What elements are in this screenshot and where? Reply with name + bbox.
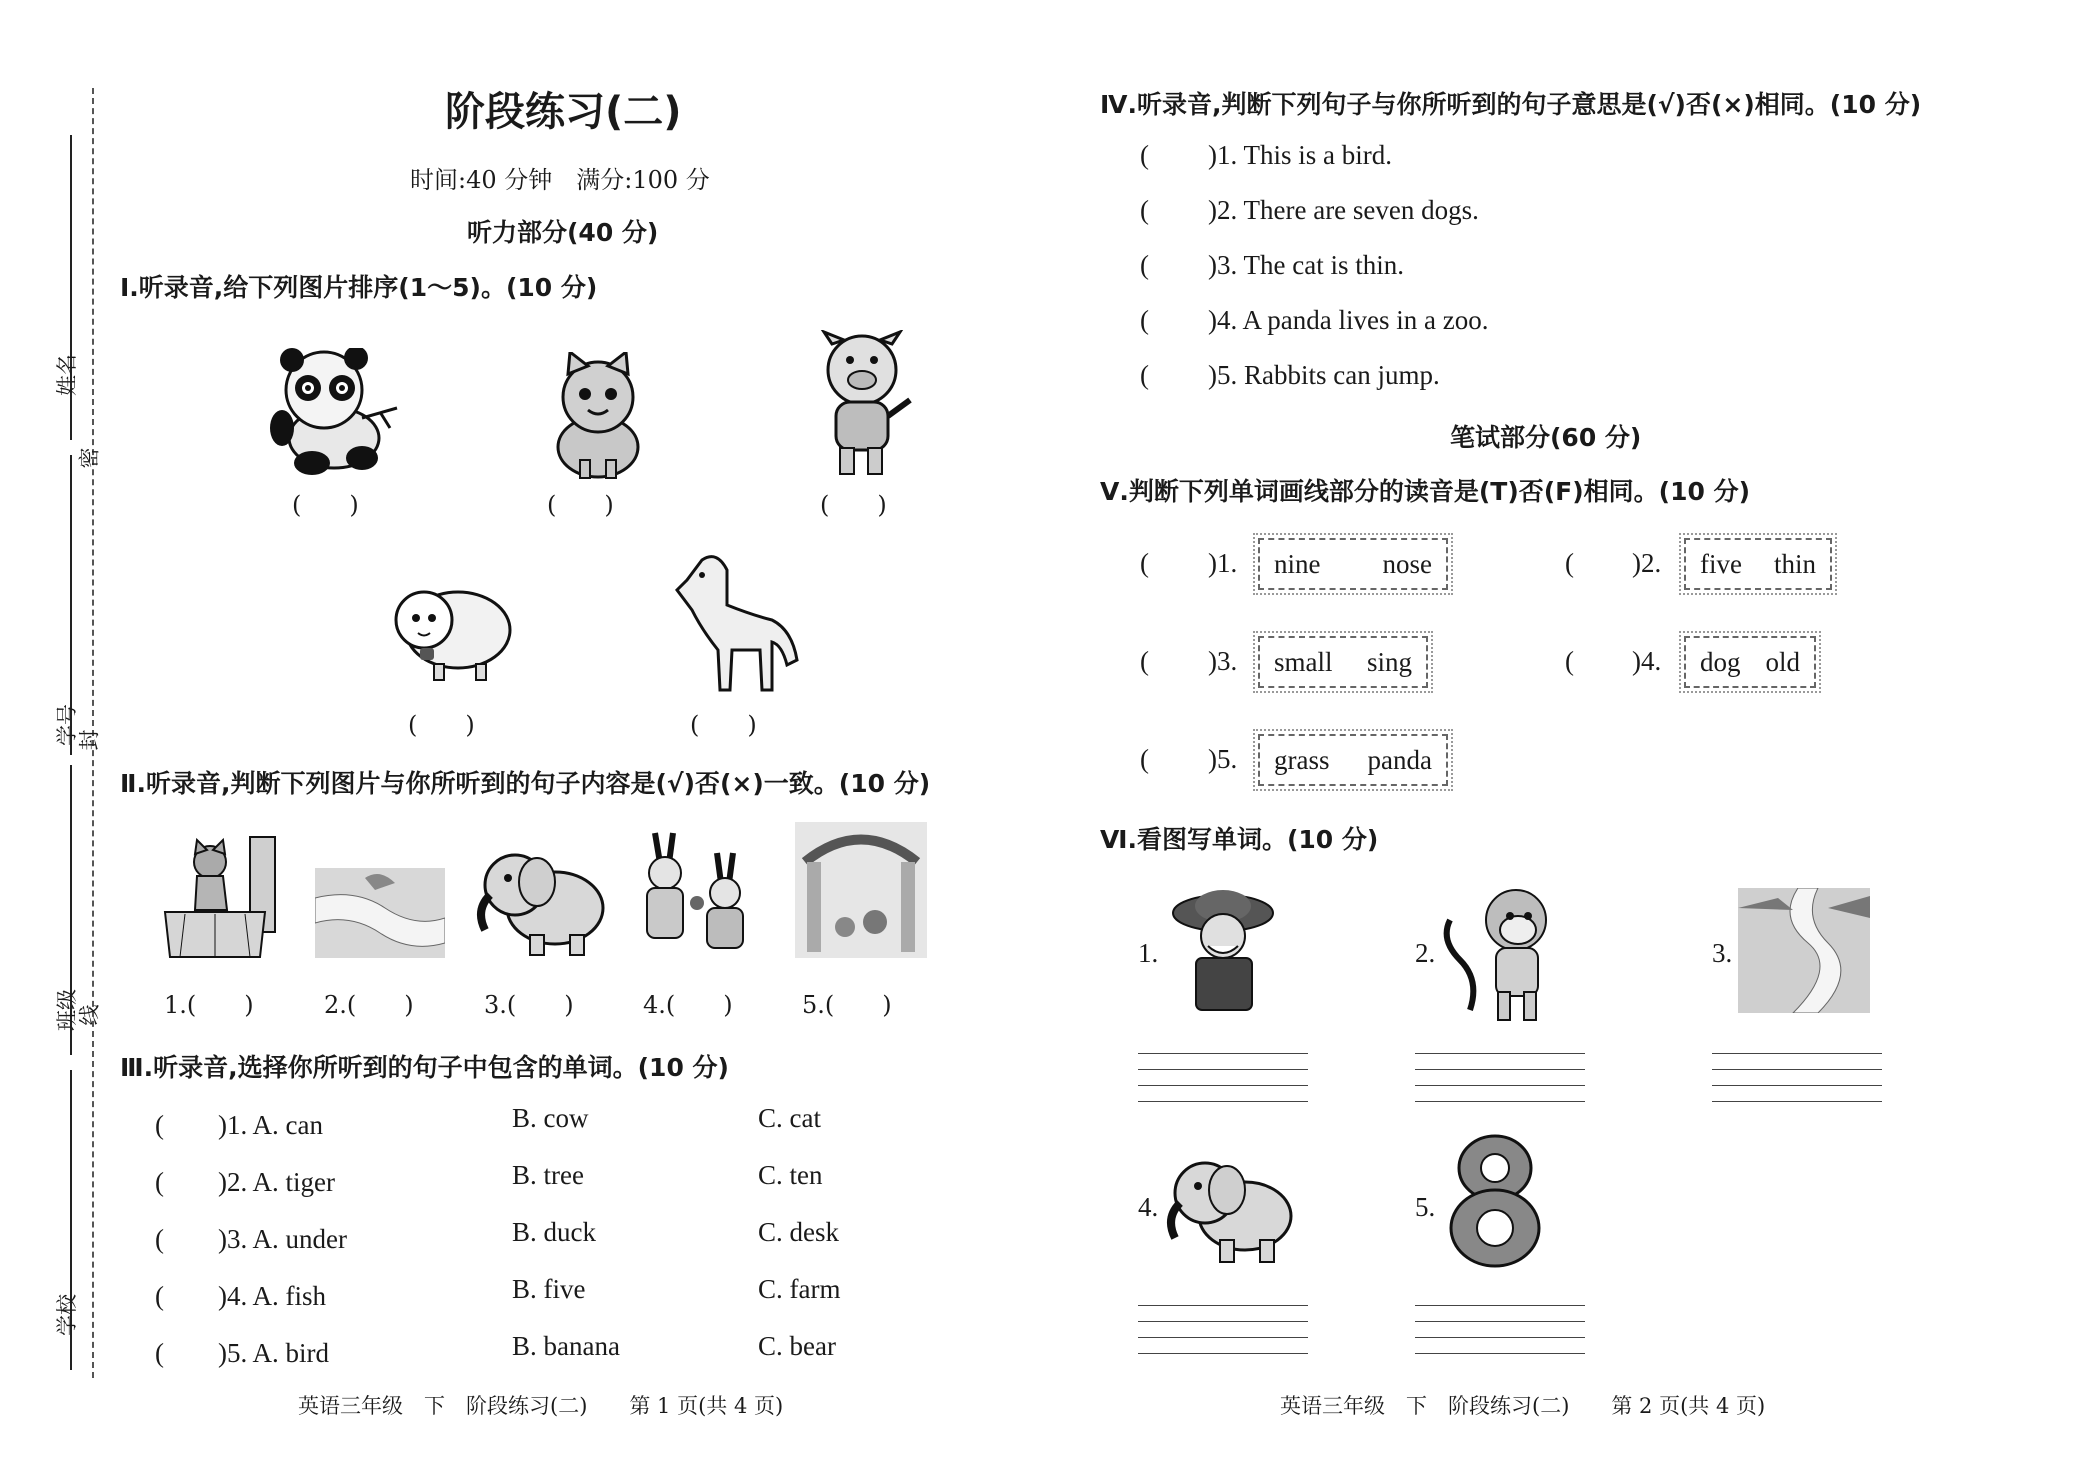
horse-icon	[672, 550, 807, 700]
sec5-word-2a: five	[1700, 548, 1742, 579]
sec6-write-lines-1[interactable]	[1138, 1053, 1308, 1103]
exam-info: 时间:40 分钟 满分:100 分	[410, 166, 710, 194]
sec2-answer-2[interactable]: 2.( )	[324, 991, 414, 1019]
binding-line-label: 线	[77, 1004, 102, 1026]
sec6-write-lines-5[interactable]	[1415, 1305, 1585, 1355]
sec5-word-5a: grass	[1274, 744, 1330, 775]
section-5-title: Ⅴ.判断下列单词画线部分的读音是(T)否(F)相同。(10 分)	[1100, 477, 1751, 506]
sec6-write-lines-2[interactable]	[1415, 1053, 1585, 1103]
sec3-q5[interactable]: ( )5. A. bird	[155, 1338, 329, 1368]
written-header: 笔试部分(60 分)	[1450, 423, 1642, 452]
sec3-q5-b: B. banana	[512, 1331, 620, 1361]
sec5-wordbox-2	[1684, 538, 1832, 590]
sec5-word-3b: sing	[1366, 646, 1412, 677]
sec5-paren-3[interactable]: (	[1140, 646, 1149, 676]
binding-seal-label: 密	[77, 447, 102, 469]
sec5-word-4a: dog	[1700, 646, 1741, 677]
sec5-paren-2[interactable]: (	[1565, 548, 1574, 578]
sec5-paren-5[interactable]: (	[1140, 744, 1149, 774]
sec5-wordbox-3	[1258, 636, 1428, 688]
sec6-num-3: 3.	[1712, 938, 1733, 968]
sec2-answer-1[interactable]: 1.( )	[164, 991, 254, 1019]
panda-icon	[262, 348, 407, 478]
cat-on-chair-icon	[155, 832, 285, 962]
sec3-q5-c: C. bear	[758, 1331, 836, 1361]
section-4-title: Ⅳ.听录音,判断下列句子与你所听到的句子意思是(√)否(×)相同。(10 分)	[1100, 90, 1922, 119]
binding-class-label: 班级	[55, 989, 79, 1031]
page-footer-2: 英语三年级 下 阶段练习(二) 第 2 页(共 4 页)	[1280, 1394, 1766, 1418]
sec5-wordbox-5	[1258, 734, 1448, 786]
section-1-title: Ⅰ.听录音,给下列图片排序(1～5)。(10 分)	[120, 273, 598, 302]
monkey-icon	[1440, 880, 1570, 1025]
sec3-q2-b: B. tree	[512, 1160, 584, 1190]
page-title: 阶段练习(二)	[445, 89, 682, 135]
sec4-q3: )3. The cat is thin.	[1208, 250, 1404, 280]
cat-icon	[540, 352, 655, 480]
elephant-icon	[475, 840, 610, 958]
listening-header: 听力部分(40 分)	[467, 218, 659, 247]
sec3-q3[interactable]: ( )3. A. under	[155, 1224, 347, 1254]
sec5-num-5: )5.	[1208, 744, 1238, 774]
sec3-q1-b: B. cow	[512, 1103, 589, 1133]
sec3-q1[interactable]: ( )1. A. can	[155, 1110, 323, 1140]
zoo-icon	[795, 822, 927, 958]
sec5-num-2: )2.	[1632, 548, 1662, 578]
sec5-word-4b: old	[1765, 646, 1800, 677]
sheep-icon	[390, 578, 515, 683]
sec4-q5: )5. Rabbits can jump.	[1208, 360, 1440, 390]
sec5-word-5b: panda	[1367, 744, 1432, 775]
sec4-q1: )1. This is a bird.	[1208, 140, 1392, 170]
sec3-q1-c: C. cat	[758, 1103, 821, 1133]
rabbits-icon	[635, 828, 755, 958]
section-6-title: Ⅵ.看图写单词。(10 分)	[1100, 825, 1379, 854]
sec5-num-1: )1.	[1208, 548, 1238, 578]
sec5-word-1a: nine	[1274, 548, 1321, 579]
section-3-title: Ⅲ.听录音,选择你所听到的句子中包含的单词。(10 分)	[120, 1053, 729, 1082]
sec6-num-5: 5.	[1415, 1192, 1436, 1222]
grandpa-icon	[1168, 888, 1283, 1013]
sec3-q3-b: B. duck	[512, 1217, 596, 1247]
sec4-paren-4[interactable]: (	[1140, 305, 1149, 335]
sec6-write-lines-3[interactable]	[1712, 1053, 1882, 1103]
section-2-title: Ⅱ.听录音,判断下列图片与你所听到的句子内容是(√)否(×)一致。(10 分)	[120, 769, 931, 798]
sec5-num-3: )3.	[1208, 646, 1238, 676]
sec5-wordbox-1	[1258, 538, 1448, 590]
sec4-paren-5[interactable]: (	[1140, 360, 1149, 390]
sec6-num-2: 2.	[1415, 938, 1436, 968]
sec3-q4[interactable]: ( )4. A. fish	[155, 1281, 326, 1311]
sec6-write-lines-4[interactable]	[1138, 1305, 1308, 1355]
sec1-answer-1[interactable]: ( )	[292, 491, 359, 519]
binding-school-label: 学校	[55, 1294, 79, 1336]
sec2-answer-4[interactable]: 4.( )	[643, 991, 733, 1019]
sec3-q3-c: C. desk	[758, 1217, 839, 1247]
sec1-answer-2[interactable]: ( )	[547, 491, 614, 519]
sec5-paren-1[interactable]: (	[1140, 548, 1149, 578]
binding-number-label: 学号	[55, 704, 79, 746]
sec5-word-2b: thin	[1773, 548, 1816, 579]
pig-icon	[810, 330, 925, 480]
river-icon	[1738, 888, 1870, 1013]
sec4-q4: )4. A panda lives in a zoo.	[1208, 305, 1489, 335]
sec3-q4-b: B. five	[512, 1274, 586, 1304]
sec3-q2[interactable]: ( )2. A. tiger	[155, 1167, 335, 1197]
sec6-num-4: 4.	[1138, 1192, 1159, 1222]
sec4-q2: )2. There are seven dogs.	[1208, 195, 1479, 225]
sec2-answer-5[interactable]: 5.( )	[802, 991, 892, 1019]
sec1-answer-3[interactable]: ( )	[820, 491, 887, 519]
sec4-paren-3[interactable]: (	[1140, 250, 1149, 280]
number-eight-icon	[1440, 1130, 1550, 1270]
sec5-paren-4[interactable]: (	[1565, 646, 1574, 676]
sec2-answer-3[interactable]: 3.( )	[484, 991, 574, 1019]
river-icon	[315, 868, 445, 958]
sec4-paren-2[interactable]: (	[1140, 195, 1149, 225]
sec1-answer-5[interactable]: ( )	[690, 711, 757, 739]
binding-seal2-label: 封	[77, 729, 102, 751]
sec3-q4-c: C. farm	[758, 1274, 841, 1304]
binding-name-label: 姓名	[55, 354, 79, 396]
elephant-icon	[1165, 1148, 1297, 1266]
sec5-word-1b: nose	[1382, 548, 1432, 579]
sec5-wordbox-4	[1684, 636, 1816, 688]
sec5-num-4: )4.	[1632, 646, 1662, 676]
sec5-word-3a: small	[1274, 646, 1333, 677]
sec6-num-1: 1.	[1138, 938, 1159, 968]
sec3-q2-c: C. ten	[758, 1160, 823, 1190]
sec4-paren-1[interactable]: (	[1140, 140, 1149, 170]
sec1-answer-4[interactable]: ( )	[408, 711, 475, 739]
page-footer-1: 英语三年级 下 阶段练习(二) 第 1 页(共 4 页)	[298, 1394, 784, 1418]
